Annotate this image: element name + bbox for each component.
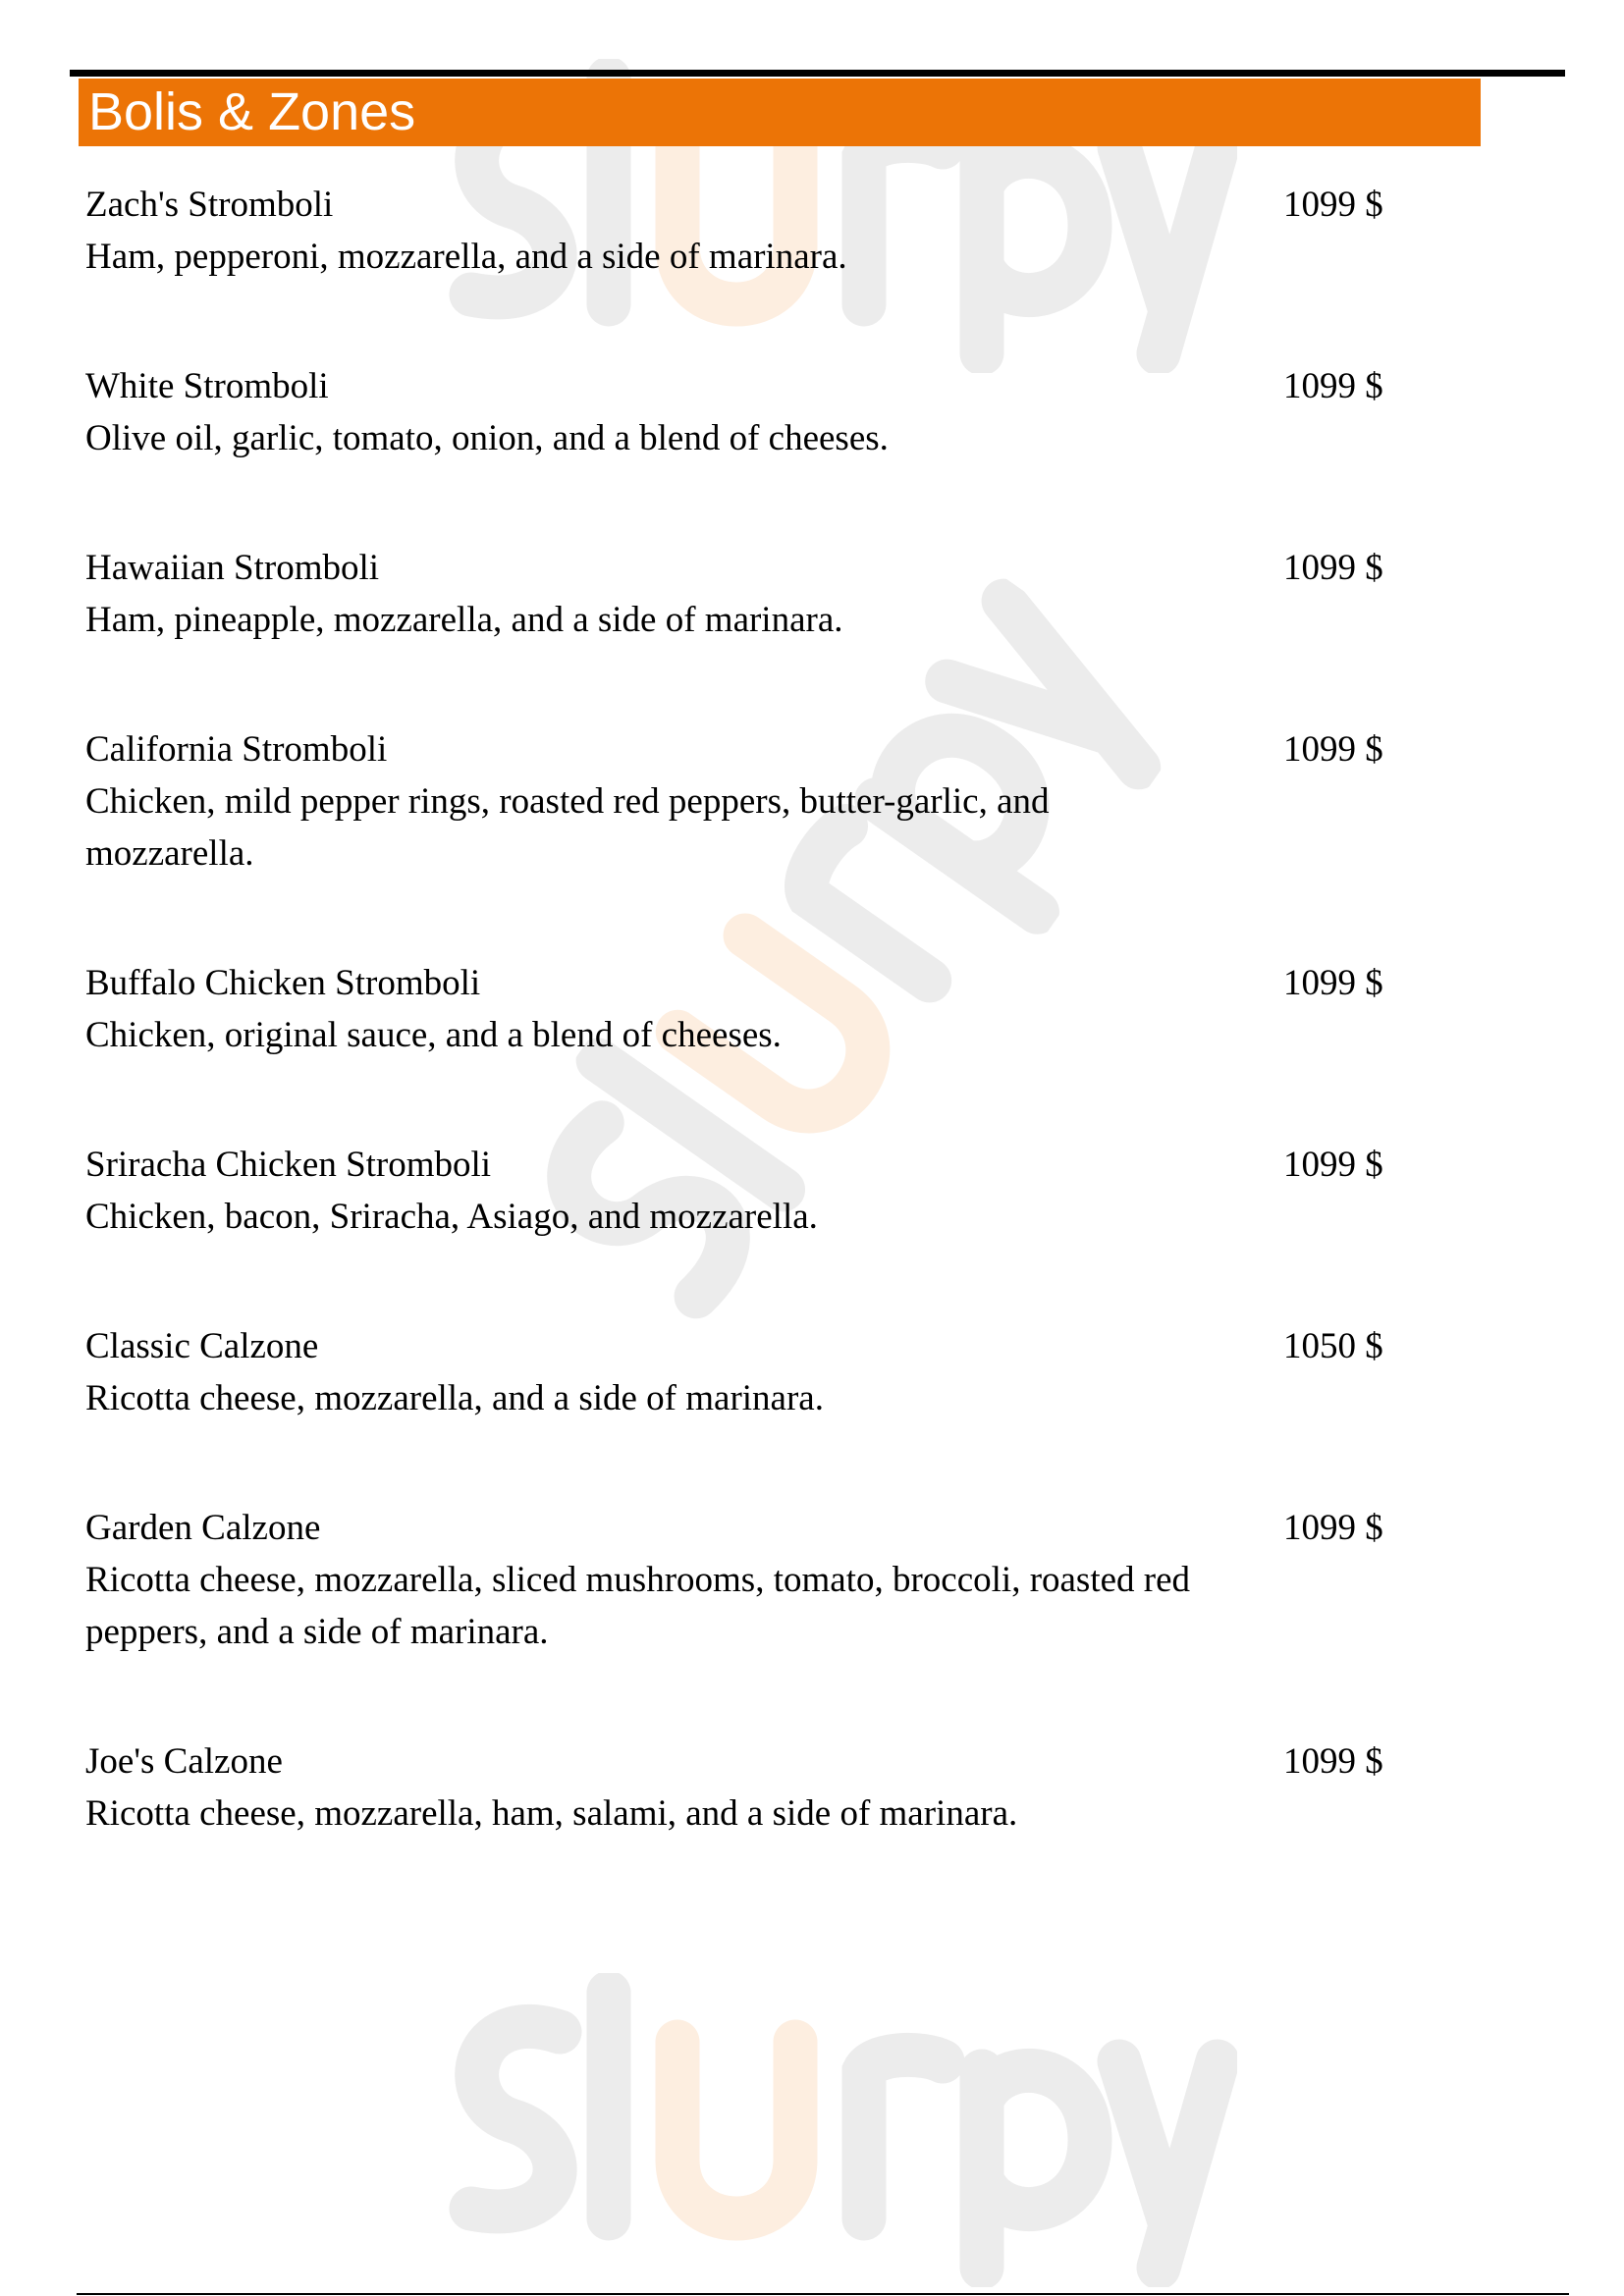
item-price: 1099 $ bbox=[1283, 1145, 1383, 1185]
item-description: Ham, pineapple, mozzarella, and a side of marinara. bbox=[85, 600, 843, 640]
item-name: Hawaiian Stromboli bbox=[85, 548, 380, 588]
item-name: White Stromboli bbox=[85, 366, 329, 406]
menu-item bbox=[85, 542, 1558, 646]
section-header bbox=[79, 79, 1481, 146]
item-description: Ricotta cheese, mozzarella, ham, salami, and a side of marinara. bbox=[85, 1793, 1018, 1834]
item-description: Ham, pepperoni, mozzarella, and a side of marinara. bbox=[85, 237, 847, 277]
item-name: California Stromboli bbox=[85, 729, 388, 770]
item-description: Chicken, original sauce, and a blend of cheeses. bbox=[85, 1015, 782, 1055]
item-name: Zach's Stromboli bbox=[85, 185, 334, 225]
item-price: 1099 $ bbox=[1283, 1741, 1383, 1782]
menu-item bbox=[85, 179, 1558, 283]
menu-item bbox=[85, 723, 1558, 880]
menu-item bbox=[85, 360, 1558, 464]
item-description: Olive oil, garlic, tomato, onion, and a blend of cheeses. bbox=[85, 418, 889, 458]
item-name: Joe's Calzone bbox=[85, 1741, 283, 1782]
menu-item bbox=[85, 1502, 1558, 1658]
item-price: 1099 $ bbox=[1283, 185, 1383, 225]
menu-item bbox=[85, 1139, 1558, 1243]
item-price: 1099 $ bbox=[1283, 1508, 1383, 1548]
menu-item bbox=[85, 1735, 1558, 1840]
section-title: Bolis & Zones bbox=[88, 82, 416, 141]
menu-item bbox=[85, 1320, 1558, 1424]
item-description: Chicken, bacon, Sriracha, Asiago, and mozzarella. bbox=[85, 1197, 818, 1237]
item-name: Classic Calzone bbox=[85, 1326, 319, 1366]
item-description: Ricotta cheese, mozzarella, sliced mushrooms, tomato, broccoli, roasted red peppers, and a side of marinara. bbox=[85, 1560, 1191, 1652]
item-price: 1099 $ bbox=[1283, 729, 1383, 770]
menu-items bbox=[85, 179, 1558, 1917]
item-description: Ricotta cheese, mozzarella, and a side of marinara. bbox=[85, 1378, 824, 1418]
item-name: Buffalo Chicken Stromboli bbox=[85, 963, 481, 1003]
item-description: Chicken, mild pepper rings, roasted red peppers, butter-garlic, and mozzarella. bbox=[85, 781, 1050, 874]
item-price: 1099 $ bbox=[1283, 366, 1383, 406]
bottom-rule bbox=[77, 2293, 1569, 2295]
item-price: 1099 $ bbox=[1283, 963, 1383, 1003]
top-rule bbox=[70, 70, 1565, 77]
item-price: 1099 $ bbox=[1283, 548, 1383, 588]
watermark-logo-bottom bbox=[412, 1973, 1237, 2287]
item-name: Sriracha Chicken Stromboli bbox=[85, 1145, 492, 1185]
item-price: 1050 $ bbox=[1283, 1326, 1383, 1366]
menu-item bbox=[85, 957, 1558, 1061]
item-name: Garden Calzone bbox=[85, 1508, 321, 1548]
